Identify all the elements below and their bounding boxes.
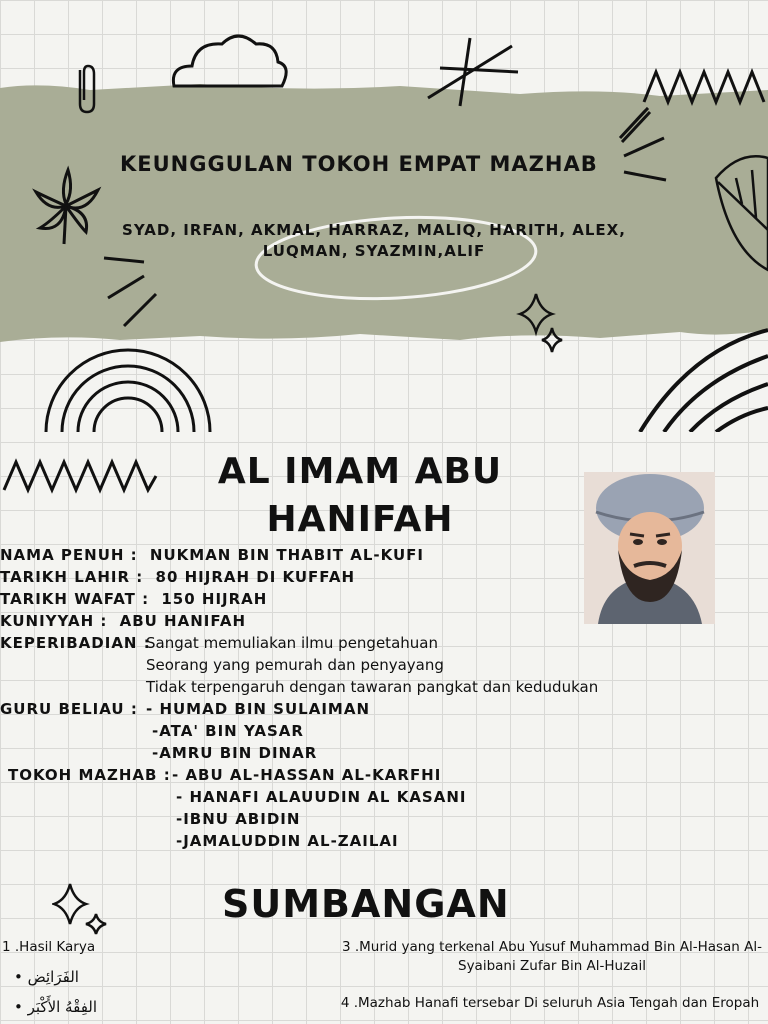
tokoh-item: - ABU AL-HASSAN AL-KARFHI	[172, 766, 442, 784]
keperibadian-label: KEPERIBADIAN :	[0, 634, 151, 652]
guru-item: -AMRU BIN DINAR	[152, 744, 318, 762]
arabic-text: الفَرَائِض	[27, 968, 79, 986]
field-label: NAMA PENUH :	[0, 546, 138, 564]
field-row	[0, 610, 246, 632]
contribution-heading: 1 .Hasil Karya	[2, 939, 96, 955]
contribution-item: • الفِقْهُ الأَكْبَر	[14, 998, 98, 1016]
field-row	[0, 544, 424, 566]
field-label: KUNIYYAH :	[0, 612, 108, 630]
sparkle-2-icon	[52, 880, 112, 940]
cover-title: KEUNGGULAN TOKOH EMPAT MAZHAB	[120, 152, 598, 176]
guru-item: -ATA' BIN YASAR	[152, 722, 304, 740]
keperibadian-item: Sangat memuliakan ilmu pengetahuan	[146, 634, 438, 652]
portrait-image	[584, 472, 715, 624]
swirl-doodle-icon	[640, 330, 768, 432]
section-title: SUMBANGAN	[222, 882, 510, 926]
tokoh-item: -JAMALUDDIN AL-ZAILAI	[176, 832, 399, 850]
contribution-note: 3 .Murid yang terkenal Abu Yusuf Muhammad Bin Al-Hasan Al-Syaibani Zufar Bin Al-Huzail	[341, 939, 763, 974]
profile-name: AL IMAM ABU HANIFAH	[217, 451, 503, 540]
banner-decoration	[0, 0, 768, 432]
field-value: 150 HIJRAH	[161, 590, 268, 608]
field-value: ABU HANIFAH	[119, 612, 247, 630]
tokoh-item: - HANAFI ALAUUDIN AL KASANI	[176, 788, 467, 806]
cover-authors: SYAD, IRFAN, AKMAL, HARRAZ, MALIQ, HARITH, ALEX, LUQMAN, SYAZMIN,ALIF	[122, 221, 626, 260]
field-value: 80 HIJRAH DI KUFFAH	[155, 568, 355, 586]
contribution-item: • الفَرَائِض	[14, 968, 79, 986]
field-row	[0, 566, 355, 588]
field-row	[0, 588, 267, 610]
guru-item: - HUMAD BIN SULAIMAN	[146, 700, 371, 718]
arabic-text: الفِقْهُ الأَكْبَر	[27, 998, 98, 1016]
tokoh-label: TOKOH MAZHAB :	[8, 766, 171, 784]
cloud-icon	[173, 36, 286, 86]
rainbow-doodle-icon	[46, 350, 210, 432]
guru-label: GURU BELIAU :	[0, 700, 138, 718]
keperibadian-item: Tidak terpengaruh dengan tawaran pangkat dan kedudukan	[146, 678, 599, 696]
tokoh-item: -IBNU ABIDIN	[176, 810, 301, 828]
field-value: NUKMAN BIN THABIT AL-KUFI	[149, 546, 424, 564]
field-label: TARIKH LAHIR :	[0, 568, 144, 586]
keperibadian-item: Seorang yang pemurah dan penyayang	[146, 656, 444, 674]
cover-banner	[0, 0, 768, 432]
contribution-note: 4 .Mazhab Hanafi tersebar Di seluruh Asia Tengah dan Eropah	[340, 995, 760, 1011]
field-label: TARIKH WAFAT :	[0, 590, 150, 608]
torn-paper-strip	[0, 84, 768, 342]
zigzag-doodle-2-icon	[0, 450, 160, 500]
